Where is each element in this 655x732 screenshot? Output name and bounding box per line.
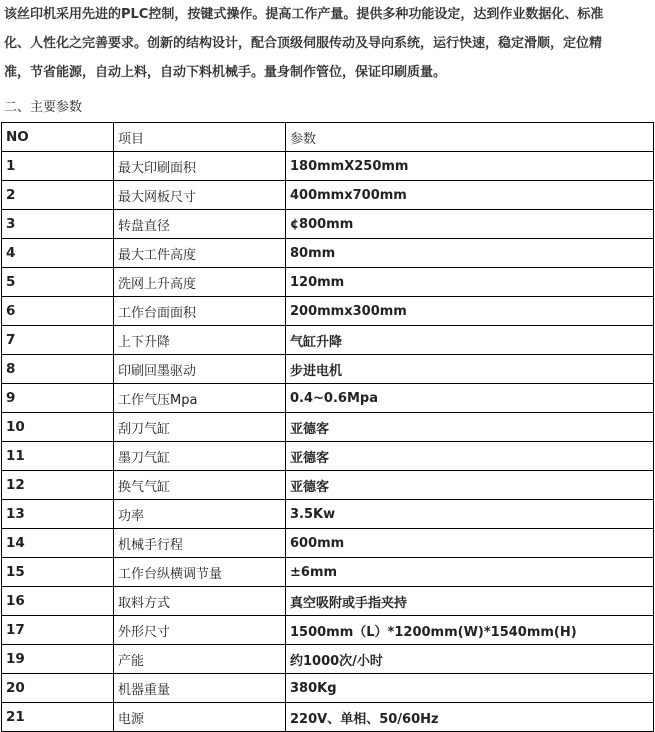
row-no: 17 — [2, 616, 114, 645]
table-row — [2, 703, 654, 732]
row-no: 5 — [2, 268, 114, 297]
row-no: 10 — [2, 413, 114, 442]
row-value: 1500mm（L）*1200mm(W)*1540mm(H) — [286, 616, 654, 645]
table-row — [2, 529, 654, 558]
row-value: 3.5Kw — [286, 500, 654, 529]
row-no: 12 — [2, 471, 114, 500]
table-row — [2, 384, 654, 413]
row-value: 180mmX250mm — [286, 152, 654, 181]
section-title: 二、主要参数 — [4, 100, 83, 115]
row-value: 220V、单相、50/60Hz — [286, 703, 654, 732]
row-no: 21 — [2, 703, 114, 732]
row-value: 120mm — [286, 268, 654, 297]
intro-line: 准，节省能源，自动上料，自动下料机械手。量身制作管位，保证印刷质量。 — [4, 65, 447, 80]
row-no: 13 — [2, 500, 114, 529]
row-value: 600mm — [286, 529, 654, 558]
table-row — [2, 355, 654, 384]
row-value: 真空吸附或手指夹持 — [286, 587, 654, 616]
parameters-table — [1, 122, 654, 732]
header-item: 项目 — [114, 123, 286, 152]
row-item: 洗网上升高度 — [114, 268, 286, 297]
table-row — [2, 558, 654, 587]
row-value: 80mm — [286, 239, 654, 268]
row-value: 亚德客 — [286, 471, 654, 500]
row-no: 14 — [2, 529, 114, 558]
row-value: 步进电机 — [286, 355, 654, 384]
row-no: 4 — [2, 239, 114, 268]
row-item: 转盘直径 — [114, 210, 286, 239]
row-item: 最大工件高度 — [114, 239, 286, 268]
table-row — [2, 442, 654, 471]
row-no: 2 — [2, 181, 114, 210]
row-item: 工作气压Mpa — [114, 384, 286, 413]
row-no: 7 — [2, 326, 114, 355]
row-item: 外形尺寸 — [114, 616, 286, 645]
row-value: 约1000次/小时 — [286, 645, 654, 674]
table-row — [2, 645, 654, 674]
row-no: 9 — [2, 384, 114, 413]
row-value: 400mmx700mm — [286, 181, 654, 210]
table-row — [2, 210, 654, 239]
intro-line: 化、人性化之完善要求。创新的结构设计，配合顶级伺服传动及导向系统，运行快速，稳定滑顺，定位精 — [4, 36, 603, 51]
row-value: ±6mm — [286, 558, 654, 587]
row-no: 19 — [2, 645, 114, 674]
row-item: 电源 — [114, 703, 286, 732]
header-no: NO — [2, 123, 114, 152]
table-row — [2, 587, 654, 616]
table-row — [2, 413, 654, 442]
table-row — [2, 268, 654, 297]
row-value: 380Kg — [286, 674, 654, 703]
row-item: 功率 — [114, 500, 286, 529]
row-item: 产能 — [114, 645, 286, 674]
table-header-row — [2, 123, 654, 152]
table-row — [2, 152, 654, 181]
table-row — [2, 674, 654, 703]
row-no: 1 — [2, 152, 114, 181]
row-value: 亚德客 — [286, 442, 654, 471]
row-item: 机械手行程 — [114, 529, 286, 558]
row-item: 刮刀气缸 — [114, 413, 286, 442]
row-item: 墨刀气缸 — [114, 442, 286, 471]
row-item: 最大印刷面积 — [114, 152, 286, 181]
table-row — [2, 297, 654, 326]
row-item: 换气气缸 — [114, 471, 286, 500]
row-item: 机器重量 — [114, 674, 286, 703]
row-item: 上下升降 — [114, 326, 286, 355]
row-item: 取料方式 — [114, 587, 286, 616]
intro-paragraph — [4, 0, 652, 87]
row-no: 16 — [2, 587, 114, 616]
row-item: 工作台面面积 — [114, 297, 286, 326]
row-no: 6 — [2, 297, 114, 326]
row-value: 200mmx300mm — [286, 297, 654, 326]
table-row — [2, 239, 654, 268]
row-no: 20 — [2, 674, 114, 703]
table-row — [2, 181, 654, 210]
row-no: 8 — [2, 355, 114, 384]
header-param: 参数 — [286, 123, 654, 152]
row-item: 工作台纵横调节量 — [114, 558, 286, 587]
row-value: 气缸升降 — [286, 326, 654, 355]
table-row — [2, 616, 654, 645]
table-row — [2, 500, 654, 529]
row-no: 3 — [2, 210, 114, 239]
table-row — [2, 326, 654, 355]
row-no: 15 — [2, 558, 114, 587]
row-item: 最大网板尺寸 — [114, 181, 286, 210]
row-value: 亚德客 — [286, 413, 654, 442]
row-no: 11 — [2, 442, 114, 471]
intro-line: 该丝印机采用先进的PLC控制，按键式操作。提高工作产量。提供多种功能设定，达到作业数据化、标准 — [4, 7, 604, 22]
row-value: 0.4~0.6Mpa — [286, 384, 654, 413]
row-item: 印刷回墨驱动 — [114, 355, 286, 384]
table-row — [2, 471, 654, 500]
row-value: ¢800mm — [286, 210, 654, 239]
